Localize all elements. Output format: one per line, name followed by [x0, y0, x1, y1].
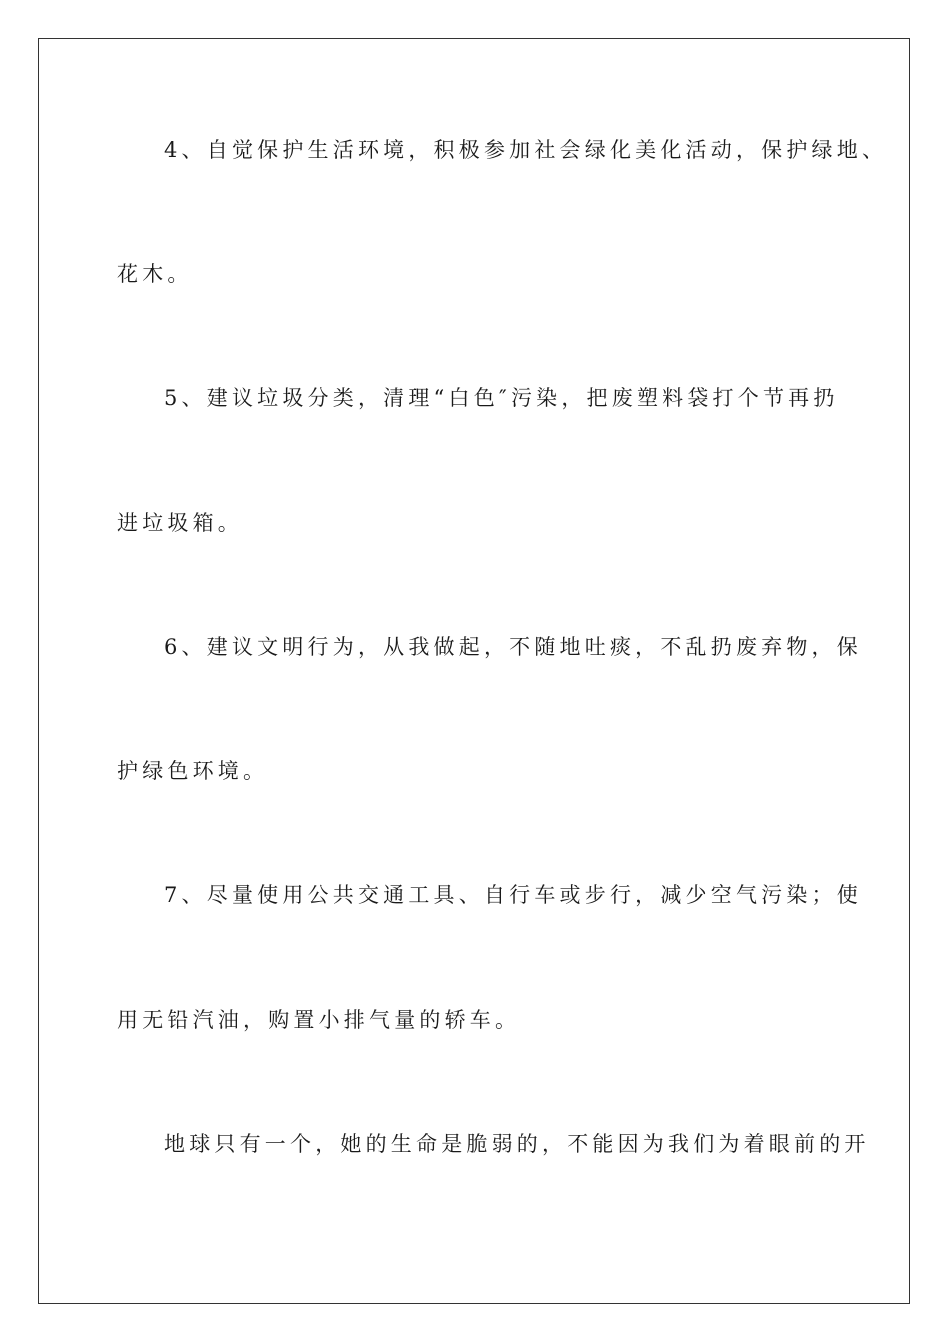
- paragraph-6-line-1: 6、建议文明行为，从我做起，不随地吐痰，不乱扔废弃物，保: [164, 635, 862, 659]
- paragraph-6-line-2: 护绿色环境。: [117, 759, 269, 783]
- paragraph-4-line-1: 4、自觉保护生活环境，积极参加社会绿化美化活动，保护绿地、: [164, 138, 888, 162]
- closing-paragraph-line-1: 地球只有一个，她的生命是脆弱的，不能因为我们为着眼前的开: [164, 1132, 870, 1156]
- paragraph-7-line-1: 7、尽量使用公共交通工具、自行车或步行，减少空气污染；使: [164, 883, 862, 907]
- paragraph-5-line-1: 5、建议垃圾分类，清理“白色″污染，把废塑料袋打个节再扔: [164, 386, 839, 410]
- paragraph-4-line-2: 花木。: [117, 262, 193, 286]
- page-frame: [38, 38, 910, 1304]
- paragraph-7-line-2: 用无铅汽油，购置小排气量的轿车。: [117, 1008, 521, 1032]
- paragraph-5-line-2: 进垃圾箱。: [117, 511, 243, 535]
